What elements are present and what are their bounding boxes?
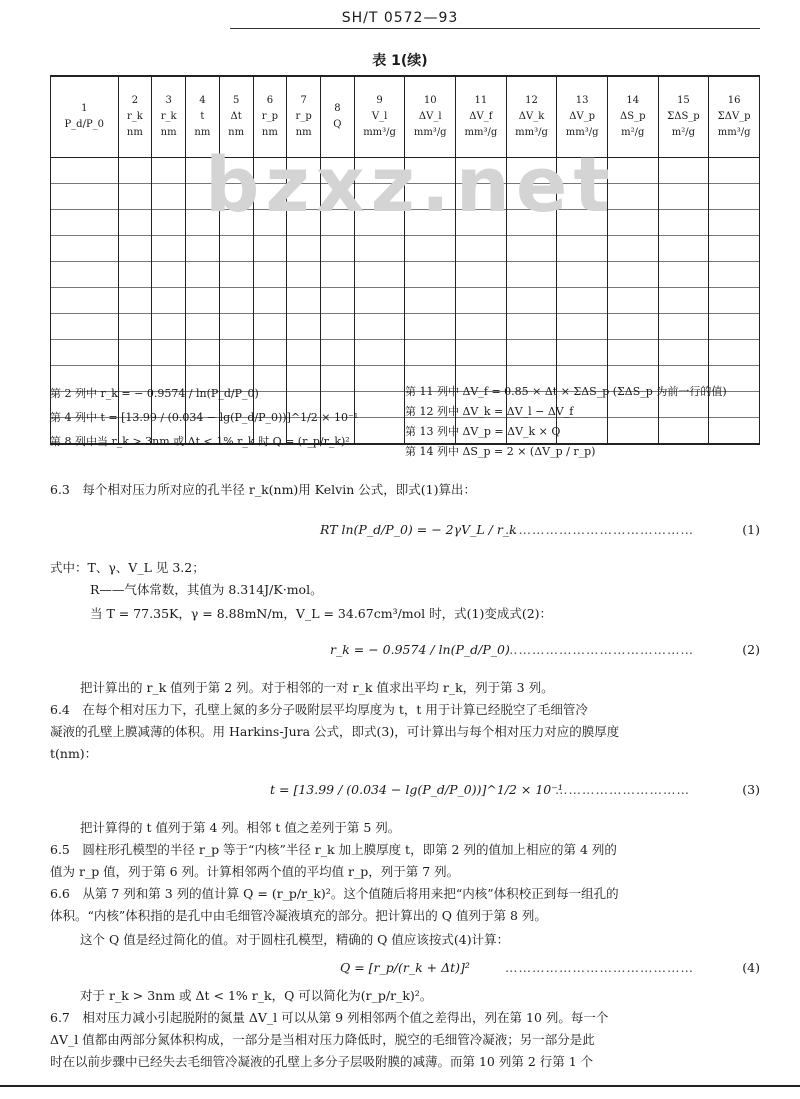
section-6-4-line-3: t(nm)：	[50, 746, 98, 761]
header-rule	[230, 28, 760, 29]
section-6-3: 6.3 每个相对压力所对应的孔半径 r_k(nm)用 Kelvin 公式，即式(1)算出：	[50, 482, 476, 497]
where-line-1: 式中：T、γ、V_L 见 3.2；	[50, 560, 205, 575]
equation-1-body: RT ln(P_d/P_0) = − 2γV_L / r_k	[320, 522, 517, 537]
col-header-2: 2 r_k nm	[118, 76, 152, 158]
note-col8: 第 8 列中当 r_k > 3nm 或 Δt < 1% r_k 时 Q = (r_p/r_k)²	[50, 435, 350, 448]
col-header-12: 12 ΔV_k mm³/g	[506, 76, 557, 158]
equation-3-number: (3)	[742, 782, 760, 797]
col-header-14: 14 ΔS_p m²/g	[607, 76, 658, 158]
col-header-3: 3 r_k nm	[152, 76, 186, 158]
col-header-1: 1 P_d/P_0	[51, 76, 119, 158]
col-header-9: 9 V_l mm³/g	[354, 76, 405, 158]
table-row	[51, 288, 760, 314]
equation-3-body: t = [13.99 / (0.034 − lg(P_d/P_0))]^1/2 × 10⁻¹	[270, 782, 563, 797]
equation-1-number: (1)	[742, 522, 760, 537]
table-row	[51, 262, 760, 288]
col-header-15: 15 ΣΔS_p m²/g	[658, 76, 709, 158]
col-header-11: 11 ΔV_f mm³/g	[456, 76, 507, 158]
table-row	[51, 314, 760, 340]
note-col13: 第 13 列中 ΔV_p = ΔV_k × Q	[405, 425, 561, 438]
where-line-2: R——气体常数，其值为 8.314J/K·mol。	[90, 582, 323, 597]
equation-2-body: r_k = − 0.9574 / ln(P_d/P_0)	[330, 642, 510, 657]
section-6-7-line-2: ΔV_l 值都由两部分氮体积构成，一部分是当相对压力降低时，脱空的毛细管冷凝液；另一部分是此	[50, 1032, 595, 1047]
section-6-6-line-1: 6.6 从第 7 列和第 3 列的值计算 Q = (r_p/r_k)²。这个值随后将用来把“内核”体积校正到每一组孔的	[50, 886, 619, 901]
where-line-3: 当 T = 77.35K，γ = 8.88mN/m，V_L = 34.67cm³/mol 时，式(1)变成式(2)：	[90, 606, 553, 621]
col-header-10: 10 ΔV_l mm³/g	[405, 76, 456, 158]
standard-code: SH/T 0572—93	[341, 10, 459, 26]
section-6-4-line-2: 凝液的孔壁上膜减薄的体积。用 Harkins-Jura 公式，即式(3)，可计算出与每个相对压力对应的膜厚度	[50, 724, 620, 739]
para-6-3-b: 把计算出的 r_k 值列于第 2 列。对于相邻的一对 r_k 值求出平均 r_k，列于第 3 列。	[80, 680, 554, 695]
col-header-8: 8 Q	[321, 76, 355, 158]
equation-4-number: (4)	[742, 960, 760, 975]
col-header-4: 4 t nm	[186, 76, 220, 158]
col-header-5: 5 Δt nm	[219, 76, 253, 158]
note-col2: 第 2 列中 r_k = − 0.9574 / ln(P_d/P_0)	[50, 387, 259, 400]
section-6-5-line-2: 值为 r_p 值，列于第 6 列。计算相邻两个值的平均值 r_p，列于第 7 列。	[50, 864, 460, 879]
bottom-rule	[0, 1085, 800, 1087]
table-row	[51, 340, 760, 366]
section-6-7-line-3: 时在以前步骤中已经失去毛细管冷凝液的孔壁上多分子层吸附膜的减薄。而第 10 列第 2 行第 1 个	[50, 1054, 594, 1069]
section-6-5-line-1: 6.5 圆柱形孔模型的半径 r_p 等于“内核”半径 r_k 加上膜厚度 t，即第 2 列的值加上相应的第 4 列的	[50, 842, 617, 857]
note-col14: 第 14 列中 ΔS_p = 2 × (ΔV_p / r_p)	[405, 445, 596, 458]
section-6-4-line-1: 6.4 在每个相对压力下，孔壁上氮的多分子吸附层平均厚度为 t，t 用于计算已经脱空了毛细管冷	[50, 702, 588, 717]
section-6-6-line-2: 体积。“内核”体积指的是孔中由毛细管冷凝液填充的部分。把计算出的 Q 值列于第 8 列。	[50, 908, 547, 923]
col-header-6: 6 r_p nm	[253, 76, 287, 158]
section-6-6-line-4: 对于 r_k > 3nm 或 Δt < 1% r_k，Q 可以简化为(r_p/r_k)²。	[80, 988, 433, 1003]
watermark: bzxz.net	[205, 140, 616, 229]
note-col4: 第 4 列中 t = [13.99 / (0.034 − lg(P_d/P_0))]^1/2 × 10⁻¹	[50, 411, 359, 424]
equation-4-body: Q = [r_p/(r_k + Δt)]²	[340, 960, 470, 975]
para-6-4-d: 把计算得的 t 值列于第 4 列。相邻 t 值之差列于第 5 列。	[80, 820, 401, 835]
col-header-16: 16 ΣΔV_p mm³/g	[709, 76, 760, 158]
col-header-7: 7 r_p nm	[287, 76, 321, 158]
equation-2-number: (2)	[742, 642, 760, 657]
note-col11: 第 11 列中 ΔV_f = 0.85 × Δt × ΣΔS_p (ΣΔS_p 为前一行的值)	[405, 385, 727, 398]
table-title: 表 1(续)	[372, 53, 428, 69]
section-6-6-line-3: 这个 Q 值是经过简化的值。对于圆柱孔模型，精确的 Q 值应该按式(4)计算：	[80, 932, 510, 947]
note-col12: 第 12 列中 ΔV_k = ΔV_l − ΔV_f	[405, 405, 574, 418]
table-row	[51, 236, 760, 262]
section-6-7-line-1: 6.7 相对压力减小引起脱附的氮量 ΔV_l 可以从第 9 列相邻两个值之差得出，列在第 10 列。每一个	[50, 1010, 609, 1025]
col-header-13: 13 ΔV_p mm³/g	[557, 76, 608, 158]
